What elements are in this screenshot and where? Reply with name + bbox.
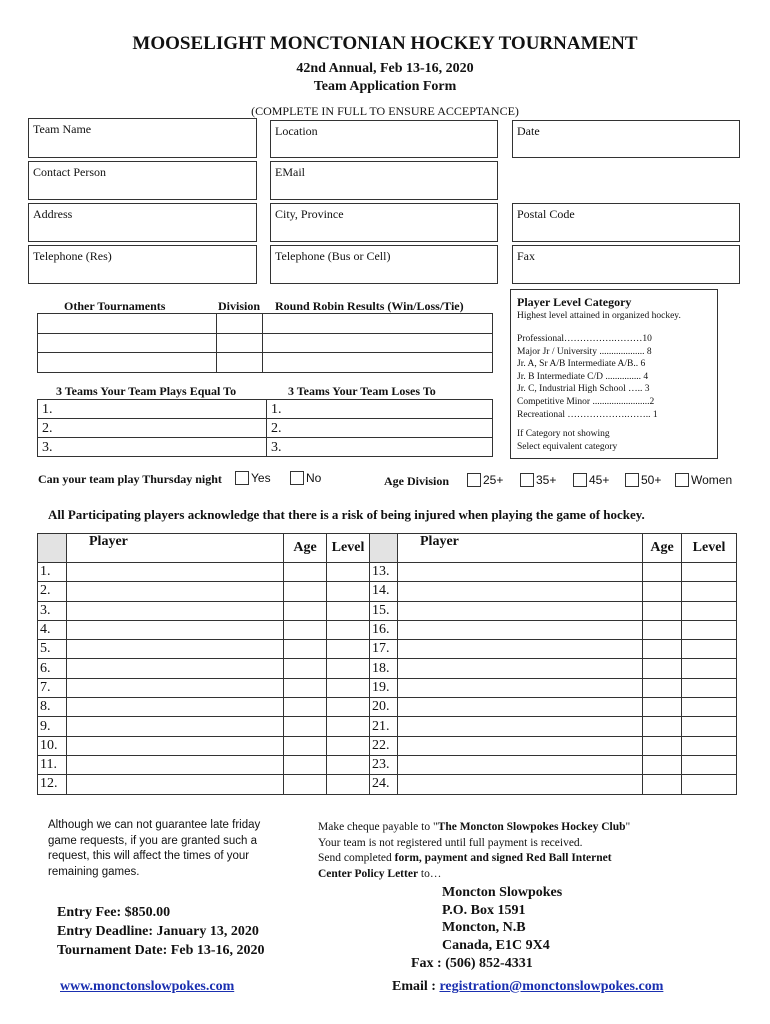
age-35-option[interactable] <box>520 473 556 487</box>
row-number: 2. <box>271 421 282 436</box>
player-level-cell[interactable] <box>327 678 370 697</box>
age-header-left: Age <box>284 534 327 563</box>
team-name-label: Team Name <box>33 122 92 136</box>
send-suffix: to… <box>418 867 442 880</box>
row-number: 1. <box>42 402 53 417</box>
row-number: 3. <box>42 440 53 455</box>
roster-number-right: 20. <box>370 698 398 717</box>
player-level-cell[interactable] <box>682 678 737 697</box>
tournament-cell[interactable] <box>38 314 217 334</box>
player-age-cell[interactable] <box>284 755 327 774</box>
category-note-1: If Category not showing <box>517 429 610 439</box>
player-name-cell[interactable] <box>398 563 643 582</box>
roster-number-left: 3. <box>38 601 67 620</box>
level-header-left: Level <box>327 534 370 563</box>
player-name-cell[interactable] <box>67 678 284 697</box>
age-45-label: 45+ <box>589 473 610 487</box>
round-robin-header: Round Robin Results (Win/Loss/Tie) <box>275 299 464 313</box>
roster-number-right: 16. <box>370 620 398 639</box>
roster-number-left: 11. <box>38 755 67 774</box>
location-field[interactable] <box>270 120 498 158</box>
player-level-cell[interactable] <box>327 736 370 755</box>
age-women-checkbox[interactable] <box>675 473 689 487</box>
player-age-cell[interactable] <box>284 563 327 582</box>
roster-number-left: 9. <box>38 717 67 736</box>
player-age-cell[interactable] <box>643 620 682 639</box>
roster-number-right: 24. <box>370 775 398 794</box>
player-level-cell[interactable] <box>327 717 370 736</box>
player-level-cell[interactable] <box>327 563 370 582</box>
cheque-suffix: " <box>625 821 631 833</box>
player-name-cell[interactable] <box>398 775 643 794</box>
roster-number-right: 15. <box>370 601 398 620</box>
roster-number-left: 10. <box>38 736 67 755</box>
division-cell[interactable] <box>217 314 263 334</box>
entry-info <box>57 903 265 960</box>
age-50-label: 50+ <box>641 473 662 487</box>
roster-number-right: 19. <box>370 678 398 697</box>
team-name-field[interactable] <box>28 118 257 158</box>
player-level-cell[interactable] <box>327 582 370 601</box>
player-name-cell[interactable] <box>67 582 284 601</box>
roster-header-blank <box>370 534 398 563</box>
age-25-label: 25+ <box>483 473 504 487</box>
send-prefix: Send completed <box>318 852 395 864</box>
player-age-cell[interactable] <box>284 582 327 601</box>
player-level-cell[interactable] <box>682 755 737 774</box>
player-level-cell[interactable] <box>327 755 370 774</box>
category-note-2: Select equivalent category <box>517 442 618 452</box>
thursday-no-option[interactable] <box>290 471 321 485</box>
website-link[interactable]: www.monctonslowpokes.com <box>60 979 235 994</box>
roster-number-left: 5. <box>38 640 67 659</box>
fax-field[interactable] <box>512 245 740 284</box>
player-level-subtitle: Highest level attained in organized hockey. <box>517 311 681 321</box>
player-age-cell[interactable] <box>284 717 327 736</box>
player-name-cell[interactable] <box>398 582 643 601</box>
player-age-cell[interactable] <box>643 640 682 659</box>
division-cell[interactable] <box>217 334 263 353</box>
address-line-1: Moncton Slowpokes <box>442 885 563 900</box>
location-label: Location <box>275 124 318 138</box>
age-45-checkbox[interactable] <box>573 473 587 487</box>
player-level-cell[interactable] <box>327 601 370 620</box>
entry-deadline: Entry Deadline: January 13, 2020 <box>57 924 259 939</box>
address-field[interactable] <box>28 203 257 242</box>
cheque-prefix: Make cheque payable to " <box>318 821 438 833</box>
email-label: EMail <box>275 165 305 179</box>
team-equal-cell[interactable] <box>38 438 267 457</box>
risk-statement: All Participating players acknowledge that there is a risk of being injured when playing the game of hockey. <box>48 507 645 522</box>
player-age-cell[interactable] <box>284 698 327 717</box>
email-contact-label: Email : <box>392 979 440 994</box>
send-line <box>318 851 648 882</box>
player-age-cell[interactable] <box>643 563 682 582</box>
email-field[interactable] <box>270 161 498 200</box>
fax-number: Fax : (506) 852-4331 <box>411 956 533 971</box>
cheque-club: The Moncton Slowpokes Hockey Club <box>437 821 626 833</box>
player-level-cell[interactable] <box>327 620 370 639</box>
roster-number-left: 7. <box>38 678 67 697</box>
contact-person-label: Contact Person <box>33 165 106 179</box>
player-name-cell[interactable] <box>398 736 643 755</box>
level-item: Competitive Minor ........................2 <box>517 396 655 407</box>
roster-number-left: 6. <box>38 659 67 678</box>
tournament-cell[interactable] <box>38 334 217 353</box>
results-cell[interactable] <box>263 334 493 353</box>
player-level-cell[interactable] <box>682 620 737 639</box>
address-line-4: Canada, E1C 9X4 <box>442 937 550 953</box>
team-equal-cell[interactable] <box>38 400 267 419</box>
roster-number-right: 18. <box>370 659 398 678</box>
results-cell[interactable] <box>263 314 493 334</box>
other-tournaments-header: Other Tournaments <box>64 299 166 313</box>
player-level-box <box>510 289 718 459</box>
player-name-cell[interactable] <box>67 659 284 678</box>
page-title: MOOSELIGHT MONCTONIAN HOCKEY TOURNAMENT <box>132 33 638 54</box>
player-name-cell[interactable] <box>398 620 643 639</box>
player-level-cell[interactable] <box>682 698 737 717</box>
player-name-cell[interactable] <box>67 698 284 717</box>
age-35-checkbox[interactable] <box>520 473 534 487</box>
player-name-cell[interactable] <box>67 717 284 736</box>
player-level-cell[interactable] <box>682 775 737 794</box>
other-tournaments-table <box>37 313 493 373</box>
player-age-cell[interactable] <box>643 736 682 755</box>
postal-code-field[interactable] <box>512 203 740 242</box>
age-35-label: 35+ <box>536 473 557 487</box>
age-women-option[interactable] <box>675 473 732 487</box>
date-field[interactable] <box>512 120 740 158</box>
player-age-cell[interactable] <box>284 601 327 620</box>
date-label: Date <box>517 124 540 138</box>
player-age-cell[interactable] <box>643 659 682 678</box>
payment-instructions <box>318 820 738 882</box>
player-name-cell[interactable] <box>398 659 643 678</box>
address-line-2: P.O. Box 1591 <box>442 902 526 918</box>
age-50-checkbox[interactable] <box>625 473 639 487</box>
website-link-wrap <box>60 979 234 995</box>
row-number: 3. <box>271 440 282 455</box>
player-age-cell[interactable] <box>284 659 327 678</box>
roster-number-left: 2. <box>38 582 67 601</box>
player-age-cell[interactable] <box>643 775 682 794</box>
postal-code-label: Postal Code <box>517 207 575 221</box>
roster-number-right: 22. <box>370 736 398 755</box>
roster-number-left: 12. <box>38 775 67 794</box>
roster-table <box>37 533 737 795</box>
guarantee-note: Although we can not guarantee late friday game requests, if you are granted such a request, this will affect the times of your remaining games. <box>48 819 261 878</box>
level-header-right: Level <box>682 534 737 563</box>
team-loses-cell[interactable] <box>267 419 493 438</box>
player-name-cell[interactable] <box>398 640 643 659</box>
results-cell[interactable] <box>263 353 493 373</box>
team-equal-cell[interactable] <box>38 419 267 438</box>
player-name-cell[interactable] <box>398 755 643 774</box>
email-link[interactable]: registration@monctonslowpokes.com <box>439 979 664 994</box>
tournament-date: Tournament Date: Feb 13-16, 2020 <box>57 943 265 958</box>
team-loses-cell[interactable] <box>267 400 493 419</box>
level-item: Jr. B Intermediate C/D ............... 4 <box>517 371 649 382</box>
level-item: Jr. C, Industrial High School ….. 3 <box>517 384 650 395</box>
player-age-cell[interactable] <box>643 582 682 601</box>
player-level-cell[interactable] <box>682 563 737 582</box>
age-45-option[interactable] <box>573 473 609 487</box>
thursday-yes-option[interactable] <box>235 471 271 485</box>
teams-table <box>37 399 493 457</box>
player-level-cell[interactable] <box>682 601 737 620</box>
player-level-cell[interactable] <box>327 775 370 794</box>
no-label: No <box>306 471 322 485</box>
address-line-3: Moncton, N.B <box>442 920 526 935</box>
age-women-label: Women <box>691 473 733 487</box>
telephone-bus-field[interactable] <box>270 245 498 284</box>
player-age-cell[interactable] <box>643 678 682 697</box>
division-cell[interactable] <box>217 353 263 373</box>
telephone-res-label: Telephone (Res) <box>33 249 112 263</box>
send-bold: form, payment and signed Red Ball Internet Center Policy Letter <box>318 852 612 880</box>
player-level-cell[interactable] <box>682 640 737 659</box>
roster-number-right: 13. <box>370 563 398 582</box>
age-25-option[interactable] <box>467 473 503 487</box>
yes-checkbox[interactable] <box>235 471 249 485</box>
player-name-cell[interactable] <box>67 563 284 582</box>
player-header-right: Player <box>398 534 643 563</box>
address-label: Address <box>33 207 73 221</box>
age-50-option[interactable] <box>625 473 661 487</box>
city-province-field[interactable] <box>270 203 498 242</box>
no-checkbox[interactable] <box>290 471 304 485</box>
player-name-cell[interactable] <box>67 601 284 620</box>
roster-number-right: 23. <box>370 755 398 774</box>
roster-header-blank <box>38 534 67 563</box>
player-name-cell[interactable] <box>67 736 284 755</box>
telephone-res-field[interactable] <box>28 245 257 284</box>
player-age-cell[interactable] <box>284 736 327 755</box>
player-name-cell[interactable] <box>67 620 284 639</box>
cheque-line <box>318 820 738 836</box>
yes-label: Yes <box>251 471 271 485</box>
player-name-cell[interactable] <box>67 775 284 794</box>
player-age-cell[interactable] <box>284 640 327 659</box>
player-age-cell[interactable] <box>643 755 682 774</box>
player-level-list <box>517 333 658 421</box>
player-age-cell[interactable] <box>643 717 682 736</box>
player-name-cell[interactable] <box>67 755 284 774</box>
player-level-cell[interactable] <box>682 717 737 736</box>
teams-loses-header: 3 Teams Your Team Loses To <box>288 384 436 398</box>
thursday-question: Can your team play Thursday night <box>38 472 222 486</box>
roster-number-right: 17. <box>370 640 398 659</box>
level-item: Jr. A, Sr A/B Intermediate A/B.. 6 <box>517 359 646 370</box>
roster-number-left: 1. <box>38 563 67 582</box>
player-age-cell[interactable] <box>643 601 682 620</box>
level-item: Major Jr / University ................... 8 <box>517 346 652 357</box>
level-item: Recreational ……………….…….. 1 <box>517 409 658 420</box>
player-age-cell[interactable] <box>284 678 327 697</box>
row-number: 1. <box>271 402 282 417</box>
player-age-cell[interactable] <box>284 620 327 639</box>
player-age-cell[interactable] <box>643 698 682 717</box>
age-header-right: Age <box>643 534 682 563</box>
telephone-bus-label: Telephone (Bus or Cell) <box>275 249 391 263</box>
player-name-cell[interactable] <box>398 678 643 697</box>
city-province-label: City, Province <box>275 207 344 221</box>
player-name-cell[interactable] <box>398 717 643 736</box>
entry-fee: Entry Fee: $850.00 <box>57 905 171 920</box>
player-level-cell[interactable] <box>682 736 737 755</box>
not-registered-line: Your team is not registered until full payment is received. <box>318 836 583 849</box>
mailing-address <box>442 884 562 954</box>
tournament-cell[interactable] <box>38 353 217 373</box>
player-level-cell[interactable] <box>682 582 737 601</box>
age-division-label: Age Division <box>384 474 450 488</box>
roster-number-left: 4. <box>38 620 67 639</box>
roster-number-right: 14. <box>370 582 398 601</box>
page-subtitle: 42nd Annual, Feb 13-16, 2020 <box>296 61 474 76</box>
player-level-cell[interactable] <box>327 698 370 717</box>
player-name-cell[interactable] <box>67 640 284 659</box>
teams-equal-header: 3 Teams Your Team Plays Equal To <box>56 384 237 398</box>
team-loses-cell[interactable] <box>267 438 493 457</box>
email-contact <box>392 979 663 995</box>
player-name-cell[interactable] <box>398 698 643 717</box>
instruction-text: (COMPLETE IN FULL TO ENSURE ACCEPTANCE) <box>251 104 519 118</box>
player-level-cell[interactable] <box>327 640 370 659</box>
player-level-cell[interactable] <box>682 659 737 678</box>
player-level-cell[interactable] <box>327 659 370 678</box>
level-item: Professional…………….………10 <box>517 334 652 344</box>
player-age-cell[interactable] <box>284 775 327 794</box>
roster-number-right: 21. <box>370 717 398 736</box>
row-number: 2. <box>42 421 53 436</box>
roster-number-left: 8. <box>38 698 67 717</box>
fax-label: Fax <box>517 249 535 263</box>
contact-person-field[interactable] <box>28 161 257 200</box>
division-header: Division <box>218 299 261 313</box>
player-level-title: Player Level Category <box>517 295 632 309</box>
form-name: Team Application Form <box>313 79 457 94</box>
age-25-checkbox[interactable] <box>467 473 481 487</box>
player-name-cell[interactable] <box>398 601 643 620</box>
player-header-left: Player <box>67 534 284 563</box>
